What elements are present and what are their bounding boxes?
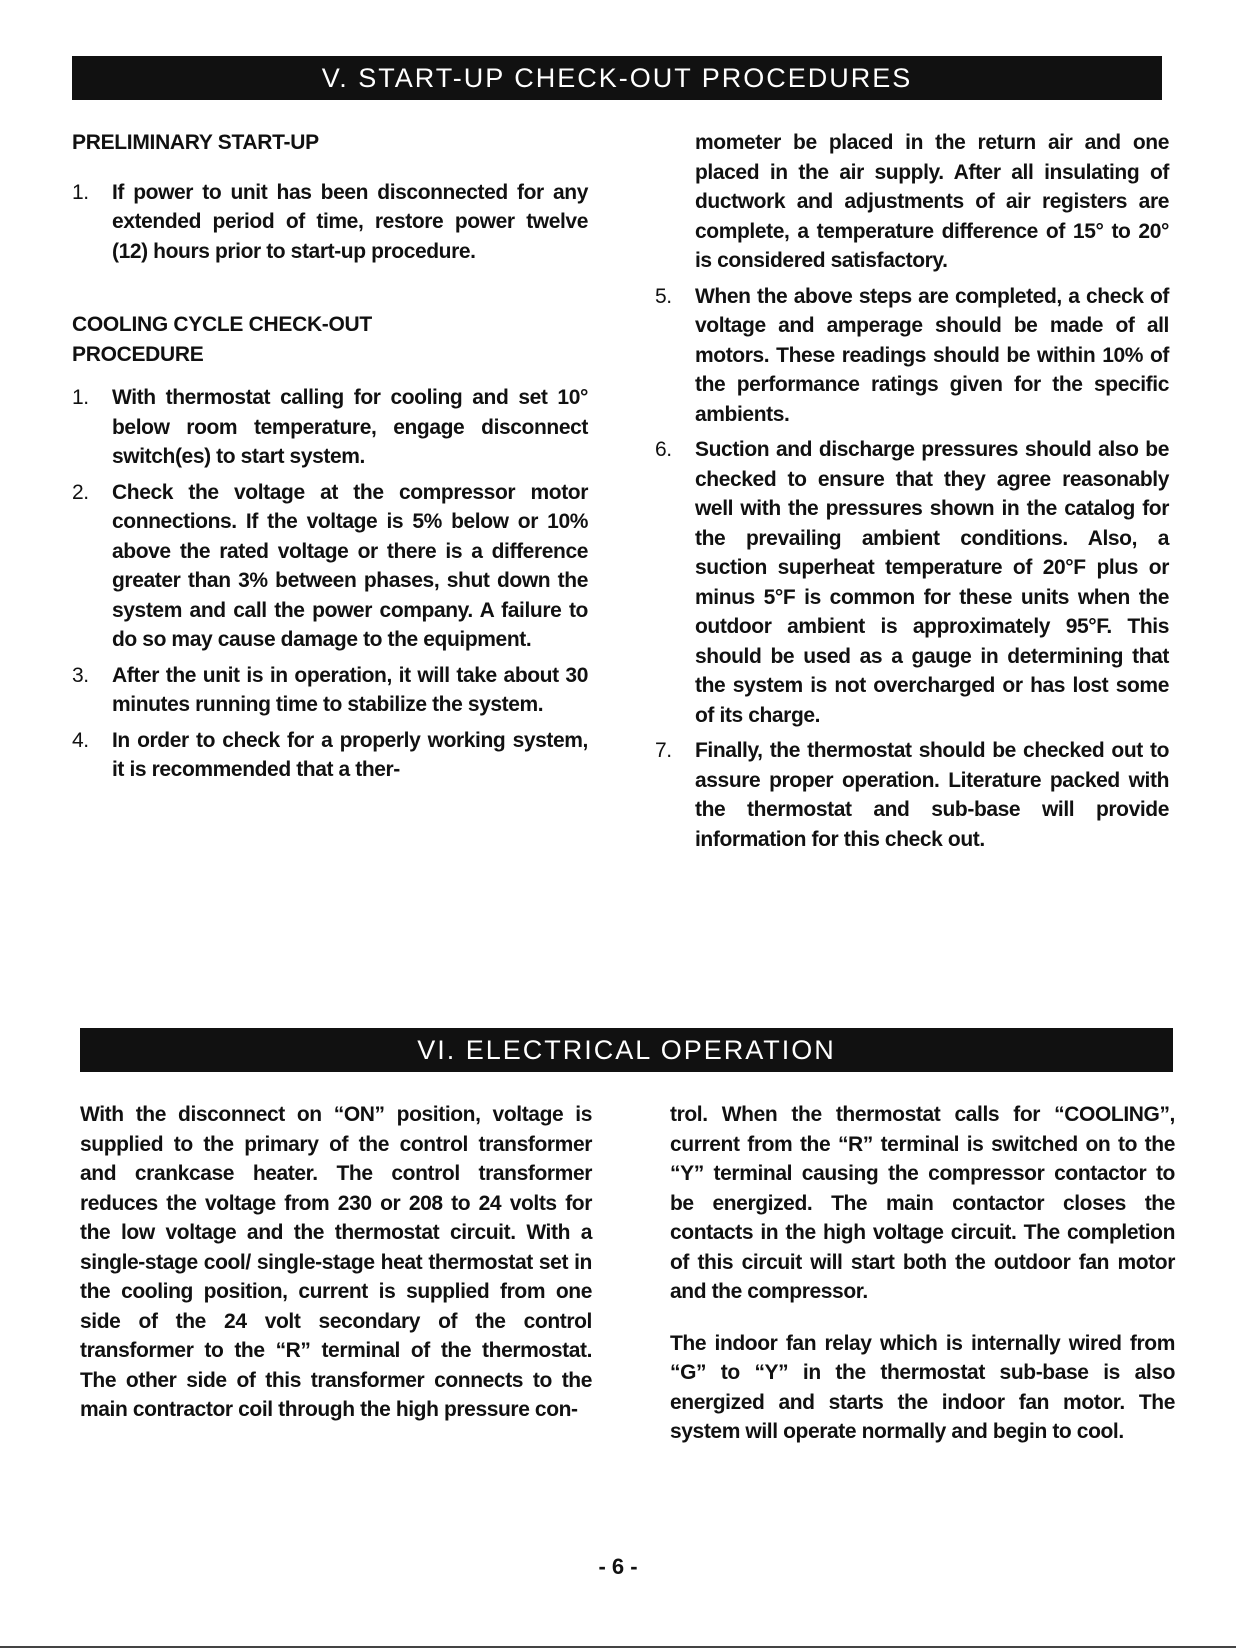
electrical-paragraph-3: The indoor fan relay which is internally wired from “G” to “Y” in the thermostat sub-base is also energized and starts the indoor fan motor. The system will operate normally and begin to cool. — [670, 1331, 1175, 1443]
item-number: 3. — [72, 663, 89, 687]
list-item — [72, 383, 588, 472]
item-text: Suction and discharge pressures should also be checked to ensure that they agree reasonably well with the pressures shown in the catalog for the prevailing ambient conditions. Also, a suction superheat temperature of 20°F plus or minus 5°F is common for these units when the outdoor ambient is approximately 95°F. This should be used as a gauge in determining that the system is not overcharged or has lost some of its charge. — [695, 438, 1169, 727]
item-text: If power to unit has been disconnected for any extended period of time, restore power twelve (12) hours prior to start-up procedure. — [112, 180, 588, 263]
electrical-paragraph-1: With the disconnect on “ON” position, voltage is supplied to the primary of the control transformer and crankcase heater. The control transformer reduces the voltage from 230 or 208 to 24 volts for the low voltage and the thermostat circuit. With a single-stage cool/ single-stage heat thermostat set in the cooling position, current is supplied from one side of the 24 volt secondary of the control transformer to the “R” terminal of the thermostat. The other side of this transformer connects to the main contractor coil through the high pressure con- — [80, 1103, 592, 1421]
section-v-title: V. START-UP CHECK-OUT PROCEDURES — [321, 63, 913, 93]
item-text: With thermostat calling for cooling and set 10° below room temperature, engage disconnect switch(es) to start system. — [112, 386, 588, 468]
list-item — [72, 178, 588, 267]
section-v-left-column — [72, 128, 588, 791]
item-4-continuation: mometer be placed in the return air and one placed in the air supply. After all insulating of ductwork and adjustments of air registers are complete, a temperature difference of 15° to 20° is considered satisfactory. — [695, 131, 1169, 272]
section-vi-title-bar — [80, 1028, 1173, 1072]
list-item — [72, 726, 588, 785]
list-item — [72, 661, 588, 720]
item-number: 6. — [655, 438, 672, 461]
bottom-rule — [0, 1646, 1236, 1648]
section-vi-right-column — [670, 1100, 1175, 1447]
electrical-paragraph-2: trol. When the thermostat calls for “COOLING”, current from the “R” terminal is switched on to the “Y” terminal causing the compressor contactor to be energized. The main contactor closes the contacts in the high voltage circuit. The completion of this circuit will start both the outdoor fan motor and the compressor. — [670, 1103, 1175, 1303]
section-v-right-column — [655, 128, 1169, 860]
item-number: 1. — [72, 386, 89, 409]
item-number: 5. — [655, 284, 672, 308]
item-text: After the unit is in operation, it will take about 30 minutes running time to stabilize the system. — [112, 663, 588, 716]
item-number: 7. — [655, 739, 672, 762]
item-text: Finally, the thermostat should be checked out to assure proper operation. Literature packed with the thermostat and sub-base will provide information for this check out. — [695, 739, 1169, 851]
preliminary-heading: PRELIMINARY START-UP — [72, 131, 319, 154]
item-text: When the above steps are completed, a check of voltage and amperage should be made of all motors. These readings should be within 10% of the performance ratings given for the specific ambients. — [695, 284, 1169, 426]
list-item — [655, 736, 1169, 854]
item-text: Check the voltage at the compressor motor connections. If the voltage is 5% below or 10% above the rated voltage or there is a difference greater than 3% between phases, shut down the system and call the power company. A failure to do so may cause damage to the equipment. — [112, 480, 588, 651]
list-item — [655, 435, 1169, 730]
cooling-list-left — [72, 383, 588, 785]
preliminary-list — [72, 178, 588, 267]
section-vi-title: VI. ELECTRICAL OPERATION — [417, 1035, 836, 1065]
item-number: 4. — [72, 728, 89, 752]
list-item — [72, 478, 588, 655]
item-number: 1. — [72, 180, 89, 204]
page-number: - 6 - — [598, 1554, 638, 1579]
section-v-title-bar — [72, 56, 1162, 100]
item-number: 2. — [72, 480, 89, 504]
cooling-heading: COOLING CYCLE CHECK-OUT PROCEDURE — [72, 313, 372, 366]
cooling-list-right — [655, 282, 1169, 855]
section-vi-left-column — [80, 1100, 592, 1425]
list-item — [655, 282, 1169, 430]
item-text: In order to check for a properly working system, it is recommended that a ther- — [112, 728, 588, 781]
